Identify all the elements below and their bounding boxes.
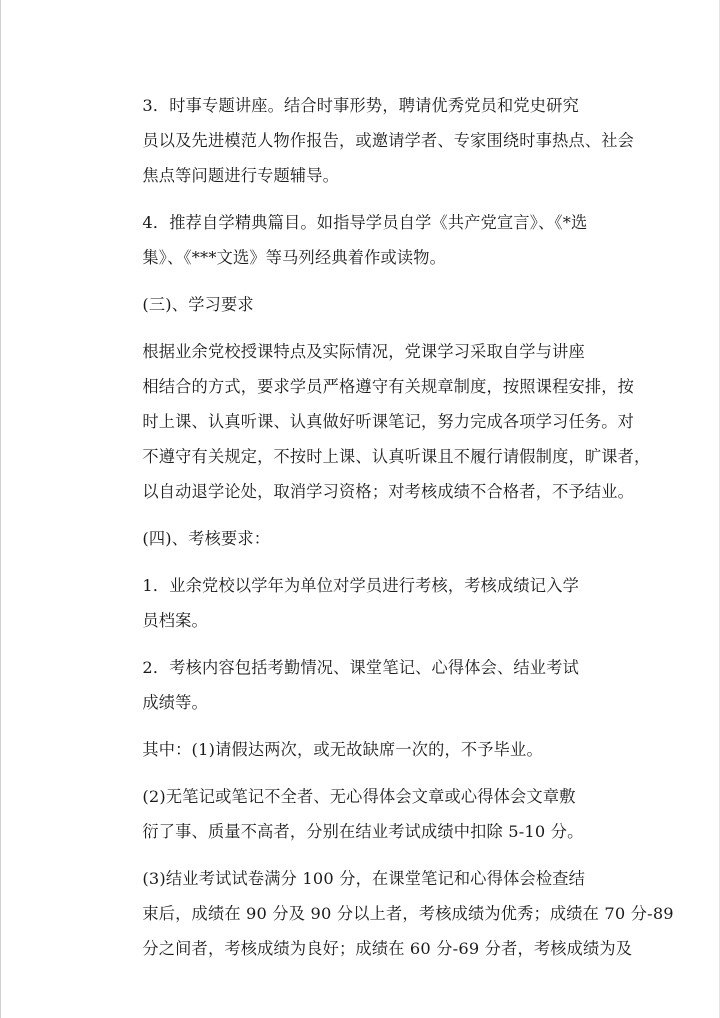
paragraph-recommended-readings bbox=[110, 205, 615, 275]
text-line: 以自动退学论处，取消学习资格；对考核成绩不合格者，不予结业。 bbox=[142, 482, 635, 501]
paragraph-current-affairs-lecture bbox=[110, 88, 635, 193]
paragraph-rule-1 bbox=[110, 732, 615, 767]
document-body bbox=[110, 88, 674, 978]
page-border-left bbox=[0, 0, 1, 1018]
section-heading-study-requirements bbox=[110, 287, 615, 322]
text-line: 1．业余党校以学年为单位对学员进行考核，考核成绩记入学 bbox=[142, 576, 579, 595]
text-line: 成绩等。 bbox=[142, 693, 208, 712]
text-line: 4．推荐自学精典篇目。如指导学员自学《共产党宣言》、《*选 bbox=[142, 213, 588, 232]
text-line: (四)、考核要求： bbox=[142, 529, 271, 548]
text-line: 其中：(1)请假达两次，或无故缺席一次的，不予毕业。 bbox=[142, 740, 543, 759]
paragraph-rule-2 bbox=[110, 779, 615, 849]
text-line: 集》、《***文选》等马列经典着作或读物。 bbox=[142, 248, 447, 267]
text-line: 员档案。 bbox=[142, 611, 208, 630]
text-line: (3)结业考试试卷满分 100 分，在课堂笔记和心得体会检查结 bbox=[142, 869, 586, 888]
text-line: (2)无笔记或笔记不全者、无心得体会文章或心得体会文章敷 bbox=[142, 787, 576, 806]
text-line: 2．考核内容包括考勤情况、课堂笔记、心得体会、结业考试 bbox=[142, 658, 579, 677]
paragraph-study-requirements bbox=[110, 334, 651, 509]
text-line: 焦点等问题进行专题辅导。 bbox=[142, 166, 340, 185]
text-line: 根据业余党校授课特点及实际情况，党课学习采取自学与讲座 bbox=[142, 342, 585, 361]
paragraph-assessment-content bbox=[110, 650, 615, 720]
section-heading-assessment-requirements bbox=[110, 521, 615, 556]
text-line: 3．时事专题讲座。结合时事形势，聘请优秀党员和党史研究 bbox=[142, 96, 579, 115]
text-line: 不遵守有关规定，不按时上课、认真听课且不履行请假制度，旷课者， bbox=[142, 447, 651, 466]
text-line: (三)、学习要求 bbox=[142, 295, 254, 314]
text-line: 分之间者，考核成绩为良好；成绩在 60 分-69 分者，考核成绩为及 bbox=[142, 939, 633, 958]
text-line: 时上课、认真听课、认真做好听课笔记，努力完成各项学习任务。对 bbox=[142, 412, 635, 431]
paragraph-assessment-unit bbox=[110, 568, 615, 638]
text-line: 员以及先进模范人物作报告，或邀请学者、专家围绕时事热点、社会 bbox=[142, 131, 635, 150]
text-line: 束后，成绩在 90 分及 90 分以上者，考核成绩为优秀；成绩在 70 分-89 bbox=[142, 904, 674, 923]
text-line: 相结合的方式，要求学员严格遵守有关规章制度，按照课程安排，按 bbox=[142, 377, 635, 396]
paragraph-rule-3 bbox=[110, 861, 674, 966]
text-line: 衍了事、质量不高者，分别在结业考试成绩中扣除 5-10 分。 bbox=[142, 822, 584, 841]
